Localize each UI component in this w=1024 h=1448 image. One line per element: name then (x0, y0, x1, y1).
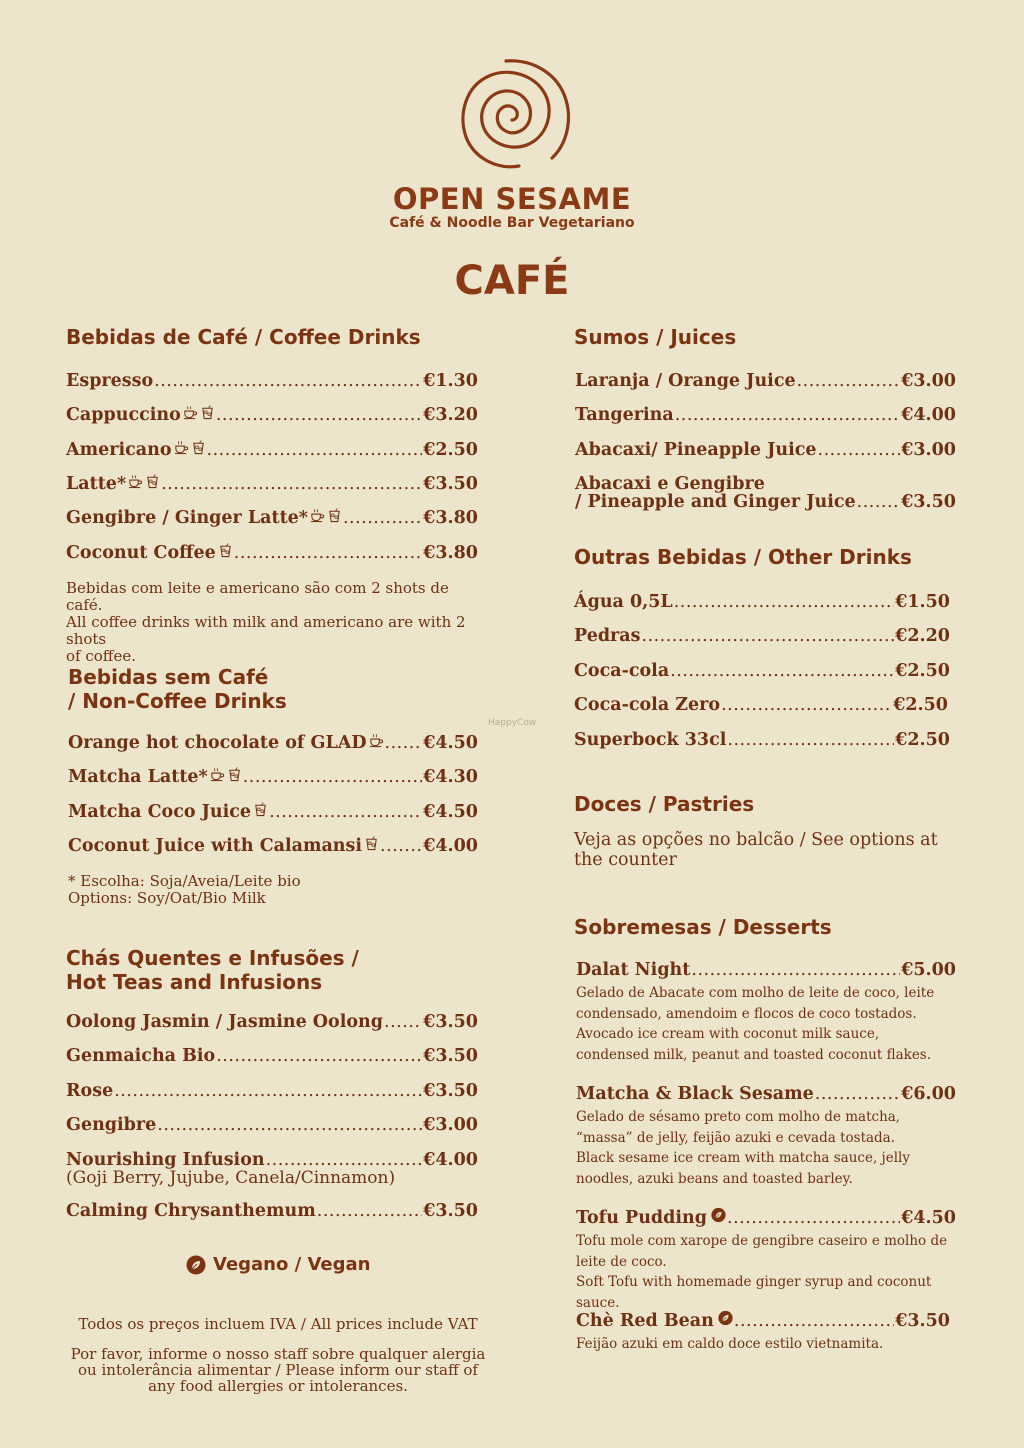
menu-item (576, 1310, 950, 1332)
leader-dots (207, 439, 423, 461)
item-name: Matcha Coco Juice (68, 802, 252, 822)
leader-dots (343, 507, 422, 529)
right-column (574, 0, 956, 1448)
item-name: Tangerina (575, 405, 674, 425)
item-name: Nourishing Infusion (66, 1150, 265, 1170)
item-name: Coconut Juice with Calamansi (68, 836, 363, 856)
menu-item (575, 370, 956, 392)
vat-note: Todos os preços incluem IVA / All prices include VAT (78, 1315, 478, 1333)
item-price: €2.50 (895, 661, 950, 681)
leader-dots (670, 660, 894, 682)
menu-item (576, 1207, 956, 1229)
menu-item (68, 801, 478, 823)
leader-dots (857, 491, 901, 513)
item-name: Água 0,5L (574, 592, 673, 612)
left-column (66, 0, 478, 1448)
pastries-section-title: Doces / Pastries (574, 792, 755, 816)
menu-item (574, 660, 950, 682)
other-drinks-section-title: Outras Bebidas / Other Drinks (574, 545, 912, 569)
menu-item (66, 1045, 478, 1067)
hot-cup-icon (174, 439, 189, 455)
leader-dots (243, 766, 422, 788)
item-price: €2.50 (423, 440, 478, 460)
item-name: Calming Chrysanthemum (66, 1201, 316, 1221)
item-price: €3.00 (901, 440, 956, 460)
item-price: €3.50 (423, 1012, 478, 1032)
item-price: €1.30 (423, 371, 478, 391)
leader-dots (815, 1083, 900, 1105)
leader-dots (234, 542, 422, 564)
item-description-en: Black sesame ice cream with matcha sauce, jelly noodles, azuki beans and toasted barley. (576, 1150, 910, 1187)
iced-cup-icon (145, 473, 160, 489)
leader-dots (818, 439, 901, 461)
item-price: €4.50 (423, 733, 478, 753)
menu-item (66, 370, 478, 392)
item-description-pt: Tofu mole com xarope de gengibre caseiro e molho de leite de coco. (576, 1233, 948, 1270)
hot-cup-icon (310, 507, 325, 523)
item-price: €4.50 (901, 1208, 956, 1228)
iced-cup-icon (364, 835, 379, 851)
leader-dots (641, 625, 894, 647)
item-name: Espresso (66, 371, 154, 391)
item-price: €3.80 (423, 543, 478, 563)
leader-dots (727, 1207, 900, 1229)
leader-dots (269, 801, 422, 823)
pastries-text: Veja as opções no balcão / See options at the counter (574, 830, 938, 870)
menu-item (575, 404, 956, 426)
item-price: €3.00 (901, 371, 956, 391)
menu-item (66, 1011, 478, 1033)
iced-cup-icon (200, 404, 215, 420)
vegan-leaf-icon (186, 1255, 206, 1275)
item-price: €3.50 (901, 492, 956, 512)
allergy-note: Por favor, informe o nosso staff sobre qualquer alergia ou intolerância alimentar / Please inform our staff of any food allergies or intolerances. (70, 1345, 486, 1395)
menu-item (576, 959, 956, 981)
item-price: €3.50 (423, 1201, 478, 1221)
vegan-legend (186, 1254, 370, 1275)
milk-options-note: * Escolha: Soja/Aveia/Leite bio Options: Soy/Oat/Bio Milk (68, 872, 301, 907)
hot-cup-icon (369, 732, 384, 748)
item-name: Oolong Jasmin / Jasmine Oolong (66, 1012, 384, 1032)
leader-dots (734, 1310, 894, 1332)
leader-dots (691, 959, 900, 981)
menu-item (575, 491, 956, 513)
vegan-leaf-icon (718, 1310, 733, 1326)
item-description-en: Soft Tofu with homemade ginger syrup and coconut sauce. (576, 1274, 932, 1311)
menu-item (576, 1083, 956, 1105)
item-price: €1.50 (895, 592, 950, 612)
watermark: HappyCow (488, 718, 537, 728)
menu-item (66, 1200, 478, 1222)
juices-section-title: Sumos / Juices (574, 325, 737, 349)
leader-dots (674, 591, 894, 613)
iced-cup-icon (227, 766, 242, 782)
item-price: €3.50 (423, 1081, 478, 1101)
leader-dots (216, 404, 422, 426)
item-name: Laranja / Orange Juice (575, 371, 796, 391)
item-name-line1: Abacaxi e Gengibre (575, 474, 765, 494)
hot-cup-icon (128, 473, 143, 489)
leader-dots (216, 1045, 422, 1067)
menu-item (68, 732, 478, 754)
coffee-section-title: Bebidas de Café / Coffee Drinks (66, 325, 421, 349)
item-name: Tofu Pudding (576, 1208, 707, 1228)
item-price: €4.30 (423, 767, 478, 787)
item-name: Dalat Night (576, 960, 691, 980)
leader-dots (385, 732, 423, 754)
menu-item (66, 1080, 478, 1102)
item-name: Matcha & Black Sesame (576, 1084, 814, 1104)
item-price: €3.80 (423, 508, 478, 528)
item-description-en: Avocado ice cream with coconut milk sauce, condensed milk, peanut and toasted coconut flakes. (576, 1026, 932, 1063)
hot-cup-icon (183, 404, 198, 420)
item-name: Chè Red Bean (576, 1311, 714, 1331)
menu-item (66, 439, 478, 461)
item-name: Latte* (66, 474, 127, 494)
hot-cup-icon (210, 766, 225, 782)
item-name: Matcha Latte* (68, 767, 208, 787)
leader-dots (727, 729, 894, 751)
item-price: €3.50 (423, 474, 478, 494)
teas-section-title: Chás Quentes e Infusões / Hot Teas and Infusions (66, 946, 359, 994)
item-price: €2.50 (895, 730, 950, 750)
item-name: Coca-cola Zero (574, 695, 721, 715)
leader-dots (675, 404, 900, 426)
menu-item (66, 473, 478, 495)
item-description-pt: Gelado de sésamo preto com molho de matcha, “massa” de jelly, feijão azuki e cevada tostada. (576, 1109, 901, 1146)
iced-cup-icon (327, 507, 342, 523)
leader-dots (154, 370, 422, 392)
item-name: Genmaicha Bio (66, 1046, 216, 1066)
item-price: €4.00 (423, 836, 478, 856)
item-price: €3.20 (423, 405, 478, 425)
item-price: €3.00 (423, 1115, 478, 1135)
leader-dots (721, 694, 892, 716)
brand-subtitle: Café & Noodle Bar Vegetariano (389, 215, 635, 231)
item-price: €2.50 (893, 695, 948, 715)
item-description-pt: Gelado de Abacate com molho de leite de coco, leite condensado, amendoim e flocos de coco tostados. (576, 985, 935, 1022)
item-price: €6.00 (901, 1084, 956, 1104)
menu-item (66, 404, 478, 426)
menu-item (574, 591, 950, 613)
menu-item (66, 507, 478, 529)
item-name: Gengibre / Ginger Latte* (66, 508, 308, 528)
item-subtext: (Goji Berry, Jujube, Canela/Cinnamon) (66, 1168, 396, 1188)
item-name: Coca-cola (574, 661, 670, 681)
item-name: Cappuccino (66, 405, 181, 425)
item-price: €5.00 (901, 960, 956, 980)
item-name: Orange hot chocolate of GLAD (68, 733, 367, 753)
item-price: €2.20 (895, 626, 950, 646)
item-name: Abacaxi/ Pineapple Juice (575, 440, 817, 460)
item-price: €4.50 (423, 802, 478, 822)
menu-item (66, 542, 478, 564)
leader-dots (797, 370, 901, 392)
menu-item (68, 766, 478, 788)
item-price: €4.00 (423, 1150, 478, 1170)
iced-cup-icon (218, 542, 233, 558)
leader-dots (157, 1114, 422, 1136)
vegan-leaf-icon (711, 1207, 726, 1223)
item-price: €3.50 (895, 1311, 950, 1331)
vegan-legend-label: Vegano / Vegan (213, 1254, 371, 1275)
item-name: Gengibre (66, 1115, 157, 1135)
item-name: / Pineapple and Ginger Juice (575, 492, 856, 512)
menu-item (574, 729, 950, 751)
item-name: Americano (66, 440, 172, 460)
noncoffee-section-title: Bebidas sem Café / Non-Coffee Drinks (68, 665, 287, 713)
menu-item (574, 625, 950, 647)
leader-dots (384, 1011, 422, 1033)
leader-dots (161, 473, 422, 495)
item-name: Superbock 33cl (574, 730, 727, 750)
item-name: Rose (66, 1081, 114, 1101)
brand-name: OPEN SESAME (392, 182, 632, 216)
page-title: CAFÉ (454, 258, 570, 304)
item-name: Coconut Coffee (66, 543, 216, 563)
menu-item (68, 835, 478, 857)
item-price: €3.50 (423, 1046, 478, 1066)
menu-item (575, 439, 956, 461)
menu-item (574, 694, 948, 716)
menu-item (66, 1114, 478, 1136)
leader-dots (380, 835, 422, 857)
desserts-section-title: Sobremesas / Desserts (574, 915, 832, 939)
iced-cup-icon (253, 801, 268, 817)
item-description-pt: Feijão azuki em caldo doce estilo vietnamita. (576, 1336, 884, 1352)
leader-dots (317, 1200, 422, 1222)
iced-cup-icon (191, 439, 206, 455)
coffee-note: Bebidas com leite e americano são com 2 shots de café. All coffee drinks with milk and americano are with 2 shots of coffee. (66, 579, 466, 665)
item-name: Pedras (574, 626, 641, 646)
item-price: €4.00 (901, 405, 956, 425)
leader-dots (114, 1080, 422, 1102)
